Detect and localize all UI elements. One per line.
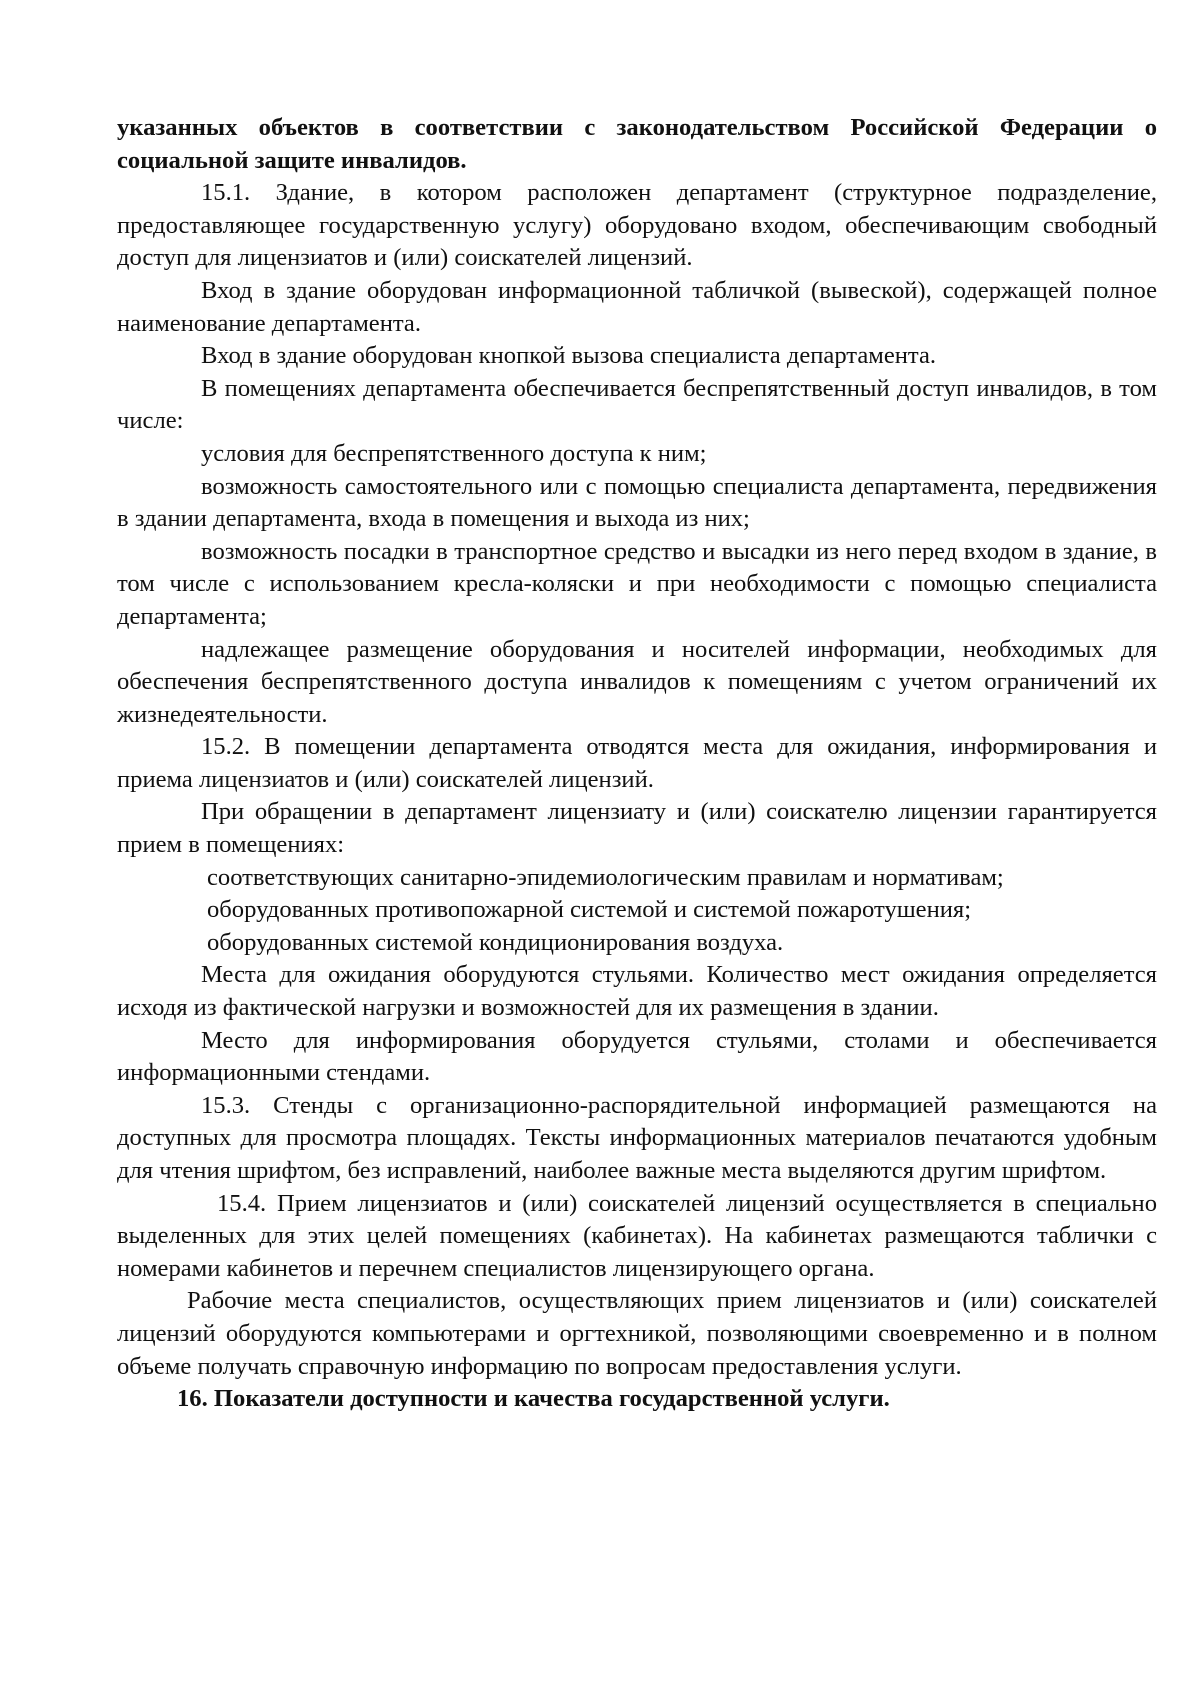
section-heading-16: 16. Показатели доступности и качества государственной услуги. bbox=[177, 1385, 890, 1413]
paragraph-waiting-places: Места для ожидания оборудуются стульями. Количество мест ожидания определяется исходя из фактической нагрузки и возможностей для их размещения в здании. bbox=[117, 961, 1157, 1022]
list-item-air-conditioning: оборудованных системой кондиционирования воздуха. bbox=[207, 928, 784, 956]
paragraph-15-4: 15.4. Прием лицензиатов и (или) соискателей лицензий осуществляется в специально выделенных для этих целей помещениях (кабинетах). На кабинетах размещаются таблички с номерами кабинетов и перечнем специалистов лицензирующего органа. bbox=[117, 1189, 1157, 1282]
paragraph-entrance-sign: Вход в здание оборудован информационной табличкой (вывеской), содержащей полное наименование департамента. bbox=[117, 276, 1157, 337]
intro-paragraph: указанных объектов в соответствии с законодательством Российской Федерации о социальной защите инвалидов. bbox=[117, 114, 1157, 174]
paragraph-reception-guarantee: При обращении в департамент лицензиату и (или) соискателю лицензии гарантируется прием в помещениях: bbox=[117, 798, 1157, 859]
list-item-equipment-placement: надлежащее размещение оборудования и носителей информации, необходимых для обеспечения беспрепятственного доступа инвалидов к помещениям с учетом ограничений их жизнедеятельности. bbox=[117, 635, 1157, 728]
list-item-sanitary: соответствующих санитарно-эпидемиологическим правилам и нормативам; bbox=[207, 863, 1004, 891]
paragraph-information-place: Место для информирования оборудуется стульями, столами и обеспечивается информационными стендами. bbox=[117, 1026, 1157, 1087]
list-item-transport: возможность посадки в транспортное средство и высадки из него перед входом в здание, в том числе с использованием кресла-коляски и при необходимости с помощью специалиста департамента; bbox=[117, 537, 1157, 630]
paragraph-15-2: 15.2. В помещении департамента отводятся места для ожидания, информирования и приема лицензиатов и (или) соискателей лицензий. bbox=[117, 733, 1157, 793]
paragraph-workplaces: Рабочие места специалистов, осуществляющих прием лицензиатов и (или) соискателей лицензий оборудуются компьютерами и оргтехникой, позволяющими своевременно и в полном объеме получать справочную информацию по вопросам предоставления услуги. bbox=[117, 1287, 1157, 1380]
paragraph-call-button: Вход в здание оборудован кнопкой вызова специалиста департамента. bbox=[201, 342, 937, 370]
paragraph-15-1: 15.1. Здание, в котором расположен департамент (структурное подразделение, предоставляющее государственную услугу) оборудовано входом, обеспечивающим свободный доступ для лицензиатов и (или) соискателей лицензий. bbox=[117, 179, 1157, 272]
list-item-access-conditions: условия для беспрепятственного доступа к ним; bbox=[201, 439, 707, 467]
list-item-movement: возможность самостоятельного или с помощью специалиста департамента, передвижения в здании департамента, входа в помещения и выхода из них; bbox=[117, 472, 1157, 533]
paragraph-15-3: 15.3. Стенды с организационно-распорядительной информацией размещаются на доступных для просмотра площадях. Тексты информационных материалов печатаются удобным для чтения шрифтом, без исправлений, наиболее важные места выделяются другим шрифтом. bbox=[117, 1091, 1157, 1184]
list-item-fire-safety: оборудованных противопожарной системой и системой пожаротушения; bbox=[207, 896, 972, 924]
paragraph-disabled-access: В помещениях департамента обеспечивается беспрепятственный доступ инвалидов, в том числе: bbox=[117, 374, 1157, 435]
document-page bbox=[117, 112, 1157, 1416]
